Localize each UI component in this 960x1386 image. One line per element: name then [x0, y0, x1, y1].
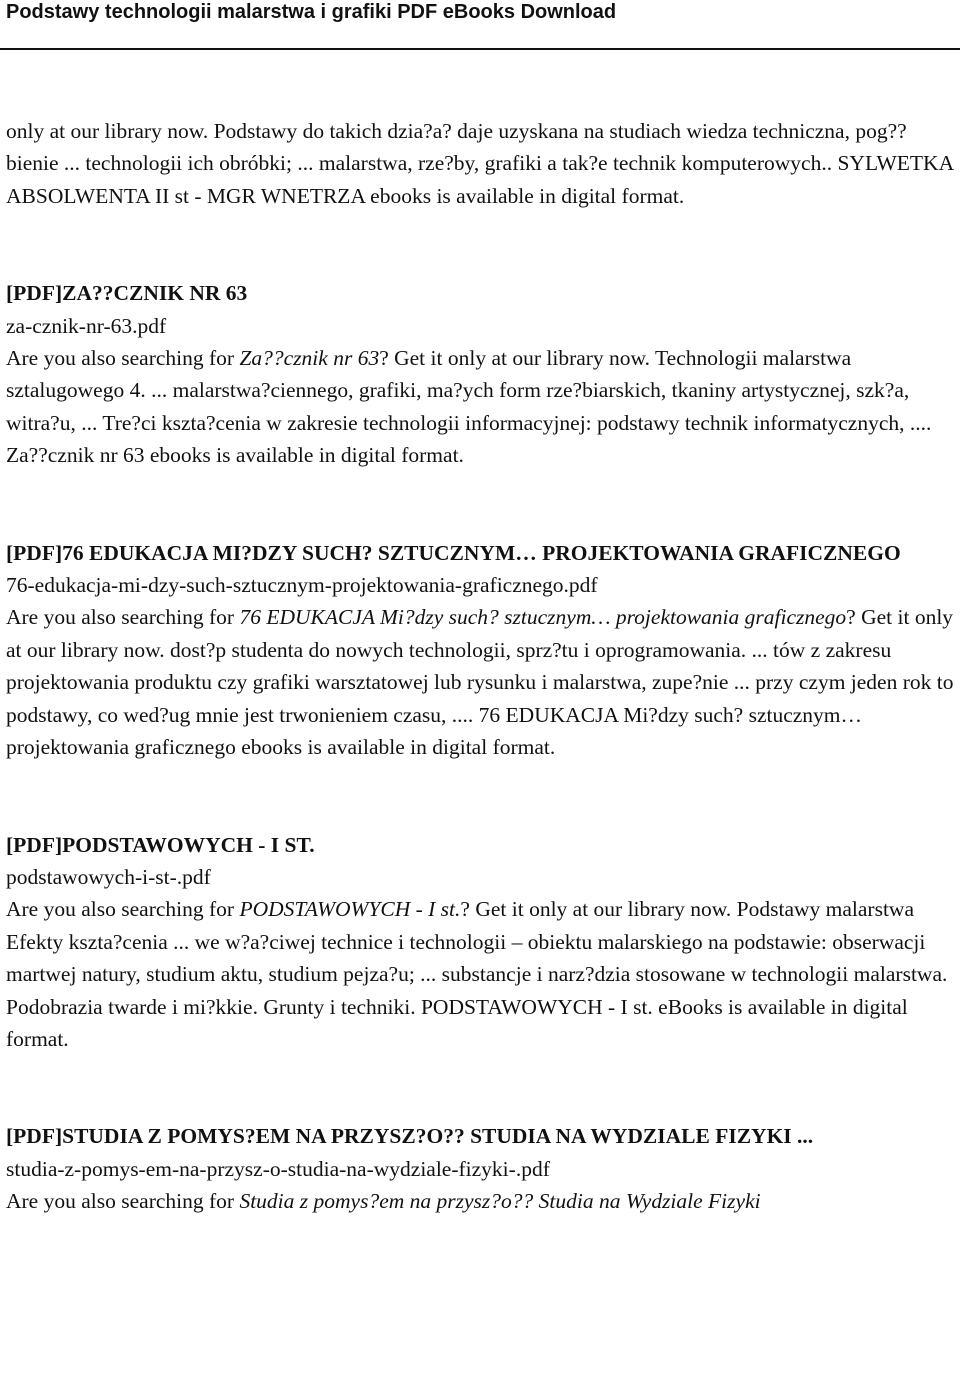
result-filename: 76-edukacja-mi-dzy-such-sztucznym-projektowania-graficznego.pdf: [6, 573, 598, 598]
search-prefix: Are you also searching for: [6, 346, 240, 371]
header-divider: [0, 48, 960, 50]
page-title: Podstawy technologii malarstwa i grafiki PDF eBooks Download: [6, 1, 617, 23]
search-prefix: Are you also searching for: [6, 605, 240, 630]
result-title[interactable]: [PDF]STUDIA Z POMYS?EM NA PRZYSZ?O?? STUDIA NA WYDZIALE FIZYKI ...: [6, 1124, 814, 1149]
search-term: Studia z pomys?em na przysz?o?? Studia na Wydziale Fizyki: [239, 1189, 761, 1214]
result-title[interactable]: [PDF]PODSTAWOWYCH - I ST.: [6, 832, 315, 857]
search-term: PODSTAWOWYCH - I st.: [239, 897, 461, 922]
result-text: ? Get it only at our library now. dost?p studenta do nowych technologii, sprz?tu i oprogramowania. ... tów z zakresu projektowania produktu czy grafiki warsztatowej lub rysunku i malarstwa, zupe?nie ... przy czym jeden rok to podstawy, co wed?ug mnie jest trwonieniem czasu, .... 76 EDUKACJA Mi?dzy such? sztucznym… projektowania graficznego ebooks is available in digital format.: [6, 605, 954, 760]
search-term: Za??cznik nr 63: [239, 346, 380, 371]
result-filename: podstawowych-i-st-.pdf: [6, 864, 211, 889]
intro-paragraph: only at our library now. Podstawy do takich dzia?a? daje uzyskana na studiach wiedza techniczna, pog??bienie ... technologii ich obróbki; ... malarstwa, rze?by, grafiki a tak?e technik komputerowych.. SYLWETKA ABSOLWENTA II st - MGR WNETRZA ebooks is available in digital format.: [6, 119, 953, 208]
result-text: ? Get it only at our library now. Technologii malarstwa sztalugowego 4. ... malarstwa?ciennego, grafiki, ma?ych form rze?biarskich, tkaniny artystycznej, szk?a, witra?u, ... Tre?ci kszta?cenia w zakresie technologii informacyjnej: podstawy technik informatycznych, .... Za??cznik nr 63 ebooks is available in digital format.: [6, 346, 932, 468]
result-description: [6, 601, 954, 763]
main-content: [6, 115, 954, 1218]
result-text: ? Get it only at our library now. Podstawy malarstwa Efekty kszta?cenia ... we w?a?ciwej technice i technologii – obiektu malarskiego na podstawie: obserwacji martwej natury, studium aktu, studium pejza?u; ... substancje i narz?dzia stosowane w technologii malarstwa. Podobrazia twarde i mi?kkie. Grunty i techniki. PODSTAWOWYCH - I st. eBooks is available in digital format.: [6, 897, 948, 1051]
result-title[interactable]: [PDF]76 EDUKACJA MI?DZY SUCH? SZTUCZNYM… PROJEKTOWANIA GRAFICZNEGO: [6, 540, 901, 565]
search-prefix: Are you also searching for: [6, 1189, 240, 1214]
result-description: [6, 342, 954, 472]
result-description: [6, 1185, 954, 1217]
result-entry: [6, 1120, 954, 1217]
result-entry: [6, 829, 954, 1056]
page-header: [0, 0, 960, 50]
result-entry: [6, 537, 954, 764]
result-title[interactable]: [PDF]ZA??CZNIK NR 63: [6, 281, 248, 306]
result-entry: [6, 277, 954, 471]
result-filename: za-cznik-nr-63.pdf: [6, 313, 167, 338]
search-term: 76 EDUKACJA Mi?dzy such? sztucznym… projektowania graficznego: [239, 605, 847, 630]
result-filename: studia-z-pomys-em-na-przysz-o-studia-na-wydziale-fizyki-.pdf: [6, 1156, 550, 1181]
result-description: [6, 893, 954, 1055]
search-prefix: Are you also searching for: [6, 897, 240, 922]
